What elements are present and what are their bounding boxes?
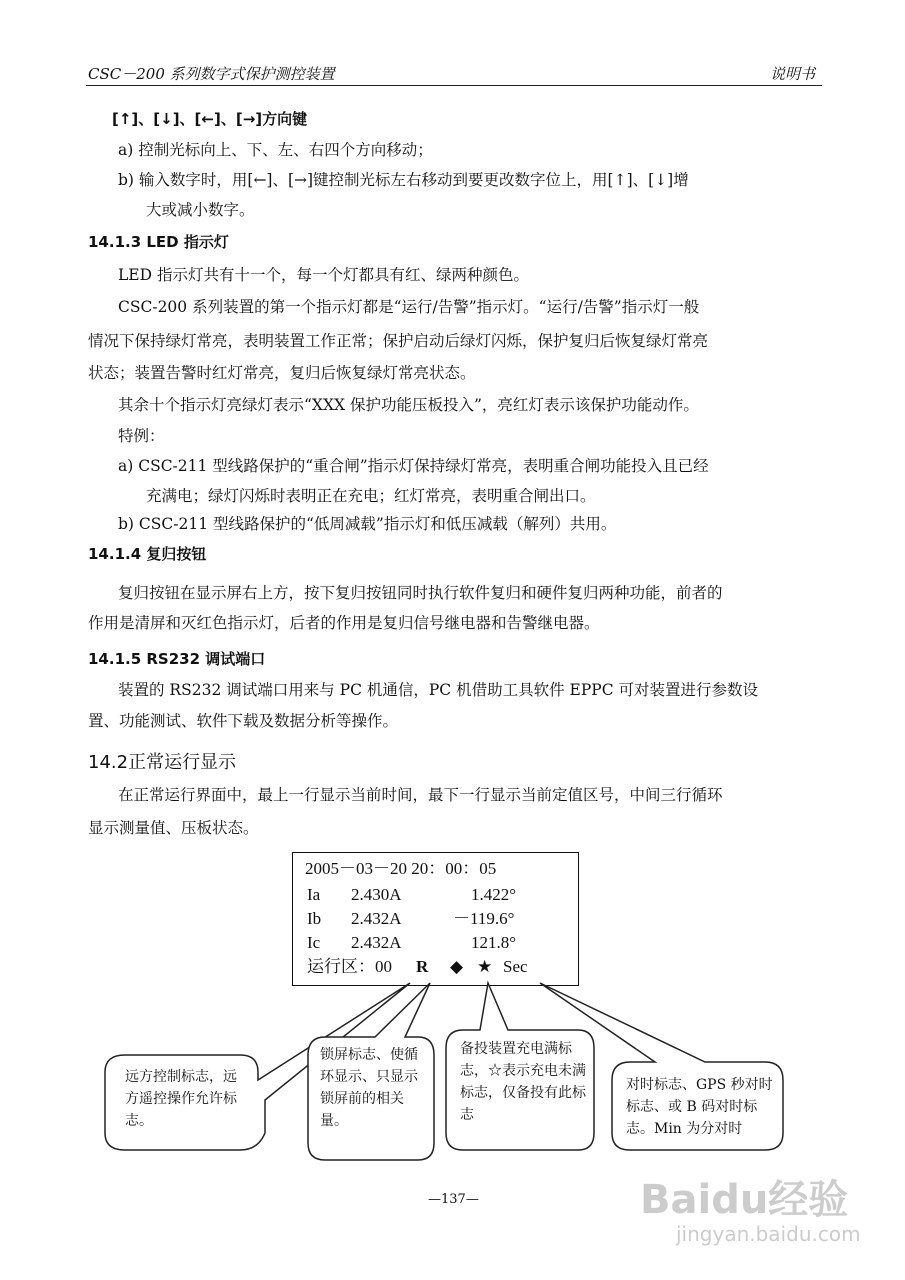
paragraph-line: 状态；装置告警时红灯常亮，复归后恢复绿灯常亮状态。 [88,364,476,382]
charge-full-flag-icon: ★ [477,957,493,976]
paragraph-line: 置、功能测试、软件下载及数据分析等操作。 [88,712,399,730]
paragraph-line: 显示测量值、压板状态。 [88,819,259,837]
lcd-row-ib-value: 2.432A [351,909,402,928]
section-heading: [↑]、[↓]、[←]、[→]方向键 [112,110,308,128]
lcd-row-ia-name: Ia [307,885,321,904]
running-header-right: 说明书 [770,65,816,83]
callout-charge-text: 备投装置充电满标志，☆表示充电未满标志，仅备投有此标志 [460,1041,586,1123]
callout-lock-text: 锁屏标志、使循环显示、只显示锁屏前的相关量。 [320,1047,418,1129]
paragraph-line: 在正常运行界面中，最上一行显示当前时间，最下一行显示当前定值区号，中间三行循环 [118,786,723,804]
lcd-row-ic-name: Ic [307,933,321,952]
paragraph-line: CSC-200 系列装置的第一个指示灯都是“运行/告警”指示灯。“运行/告警”指示灯一般 [118,298,700,316]
paragraph-line: 情况下保持绿灯常亮，表明装置工作正常；保护启动后绿灯闪烁，保护复归后恢复绿灯常亮 [88,332,709,350]
paragraph-line: b) 输入数字时，用[←]、[→]键控制光标左右移动到要更改数字位上，用[↑]、[↓]增 [118,171,689,189]
lcd-zone-label: 运行区：00 [307,957,392,976]
baidu-watermark-url: jingyan.baidu.com [676,1222,861,1246]
callout-sync-text: 对时标志、GPS 秒对时标志、或 B 码对时标志。Min 为分对时 [626,1077,773,1137]
baidu-watermark-logo: Baidu经验 [640,1177,849,1223]
lcd-row-ia-value: 2.430A [351,885,402,904]
lcd-row-ic-angle: 121.8° [471,933,517,952]
paragraph-line: 其余十个指示灯亮绿灯表示“XXX 保护功能压板投入”，亮红灯表示该保护功能动作。 [118,396,699,414]
paragraph-line: a) 控制光标向上、下、左、右四个方向移动； [118,141,433,159]
paragraph-line: 作用是清屏和灭红色指示灯，后者的作用是复归信号继电器和告警继电器。 [88,614,600,632]
section-heading: 14.2正常运行显示 [88,752,237,773]
section-heading: 14.1.4 复归按钮 [88,545,207,563]
lock-screen-flag-icon: ◆ [450,957,464,976]
paragraph-line: LED 指示灯共有十一个，每一个灯都具有红、绿两种颜色。 [118,266,529,284]
remote-control-flag: R [416,957,429,976]
paragraph-line: 复归按钮在显示屏右上方，按下复归按钮同时执行软件复归和硬件复归两种功能，前者的 [118,584,723,602]
paragraph-line: 特例： [118,427,165,445]
time-sync-flag: Sec [503,957,528,976]
lcd-datetime: 2005－03－20 20：00：05 [305,859,497,878]
lcd-row-ib-name: Ib [307,909,322,928]
running-header-title: CSC－200 系列数字式保护测控装置 [88,65,335,83]
paragraph-line: b) CSC-211 型线路保护的“低周减载”指示灯和低压减载（解列）共用。 [118,515,617,533]
lcd-row-ia-angle: 1.422° [471,885,517,904]
lcd-row-ic-value: 2.432A [351,933,402,952]
section-heading: 14.1.5 RS232 调试端口 [88,650,266,668]
callout-remote-text: 远方控制标志，远方遥控操作允许标志。 [125,1069,237,1129]
paragraph-line: 充满电；绿灯闪烁时表明正在充电；红灯常亮，表明重合闸出口。 [146,487,596,505]
section-heading: 14.1.3 LED 指示灯 [88,233,229,251]
page-number: —137— [428,1192,479,1207]
paragraph-line: 大或减小数字。 [146,201,255,219]
paragraph-line: 装置的 RS232 调试端口用来与 PC 机通信，PC 机借助工具软件 EPPC 可对装置进行参数设 [118,681,758,699]
paragraph-line: a) CSC-211 型线路保护的“重合闸”指示灯保持绿灯常亮，表明重合闸功能投入且已经 [118,457,709,475]
lcd-row-ib-angle: －119.6° [453,909,515,928]
